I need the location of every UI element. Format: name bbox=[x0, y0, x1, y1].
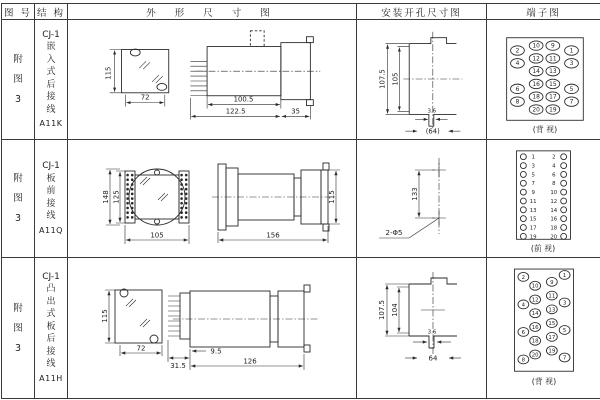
terminal-pin: 5 bbox=[569, 86, 574, 93]
structure-model-code: A11Q bbox=[39, 225, 63, 235]
structure-line: CJ-1 bbox=[42, 161, 60, 171]
structure-line: 式 bbox=[46, 67, 56, 77]
row2-structure-cell bbox=[35, 140, 68, 258]
header-fig-no bbox=[2, 4, 35, 20]
row3-terminal-cell bbox=[487, 258, 600, 398]
terminal-pin: 18 bbox=[532, 94, 540, 101]
fig-label: 3 bbox=[14, 94, 22, 105]
terminal-pin: 3 bbox=[531, 163, 535, 170]
terminal-pin: 20 bbox=[531, 352, 539, 359]
row1-outline-drawing bbox=[68, 20, 357, 140]
header-mounting bbox=[357, 4, 487, 20]
dim-side-length: 156 bbox=[266, 231, 280, 240]
row3-front-view bbox=[101, 289, 162, 356]
terminal-pin: 6 bbox=[521, 329, 526, 336]
terminal-pin: 14 bbox=[550, 207, 558, 214]
terminal-pin: 2 bbox=[521, 274, 526, 281]
row2-mounting-cell bbox=[357, 140, 487, 258]
terminal-pin: 7 bbox=[562, 355, 567, 362]
row2-outline-cell bbox=[68, 140, 357, 258]
row2-mounting-drawing bbox=[357, 140, 487, 258]
terminal-pin: 14 bbox=[532, 69, 540, 76]
terminal-pin: 18 bbox=[531, 338, 539, 345]
row3-structure-cell bbox=[35, 258, 68, 398]
row2-terminal-cell bbox=[487, 140, 600, 258]
structure-line: 接 bbox=[46, 92, 56, 102]
dim-hole-label: 2-Φ5 bbox=[385, 229, 403, 237]
terminal-pin: 4 bbox=[515, 61, 520, 68]
terminal-caption: (前 视) bbox=[530, 244, 556, 254]
terminal-pin: 11 bbox=[548, 293, 556, 300]
terminal-pin: 9 bbox=[550, 279, 554, 286]
structure-line: 出 bbox=[46, 296, 56, 307]
row1-front-view bbox=[105, 49, 169, 107]
terminal-pin: 9 bbox=[550, 43, 555, 50]
structure-line: 接 bbox=[46, 346, 56, 357]
row2-fig-cell bbox=[2, 140, 35, 258]
structure-line: 线 bbox=[46, 359, 56, 370]
structure-line: 板 bbox=[46, 173, 56, 184]
terminal-pin: 11 bbox=[549, 56, 557, 63]
terminal-pin: 18 bbox=[550, 225, 558, 232]
terminal-pin: 19 bbox=[549, 107, 557, 114]
row1-outline-cell bbox=[68, 20, 357, 140]
row3-side-view bbox=[168, 285, 318, 370]
structure-line: 后 bbox=[46, 334, 56, 345]
terminal-pin: 17 bbox=[529, 225, 537, 232]
terminal-pin: 5 bbox=[531, 172, 535, 179]
structure-line: CJ-1 bbox=[42, 271, 60, 282]
terminal-pin: 12 bbox=[550, 198, 558, 205]
row3-terminal-diagram bbox=[487, 258, 600, 398]
dim-front-width: 72 bbox=[136, 344, 146, 353]
terminal-pin: 14 bbox=[531, 311, 539, 318]
header-outline-label: 外 形 尺 寸 图 bbox=[146, 7, 278, 19]
structure-line: 后 bbox=[46, 79, 56, 90]
structure-model-code: A11H bbox=[39, 373, 63, 383]
terminal-pin: 16 bbox=[531, 324, 539, 331]
terminal-pin: 17 bbox=[548, 334, 556, 341]
row2-side-view bbox=[212, 163, 340, 243]
dim-offset: 9.5 bbox=[210, 347, 222, 356]
terminal-pin: 7 bbox=[569, 99, 574, 106]
terminal-pin: 2 bbox=[515, 48, 520, 55]
terminal-pin: 10 bbox=[531, 283, 539, 290]
header-outline bbox=[68, 4, 357, 20]
dim-flange: 35 bbox=[291, 107, 300, 116]
terminal-pins-back-view bbox=[511, 41, 579, 114]
structure-line: 板 bbox=[46, 321, 56, 332]
row2-outline-drawing bbox=[68, 140, 357, 258]
terminal-pin: 16 bbox=[550, 216, 558, 223]
fig-label: 图 bbox=[13, 322, 23, 334]
terminal-pins-front-view bbox=[520, 154, 566, 241]
terminal-pin: 8 bbox=[552, 181, 556, 188]
terminal-pin: 8 bbox=[521, 357, 526, 364]
terminal-pin: 20 bbox=[532, 107, 540, 114]
dim-front-height: 115 bbox=[101, 309, 109, 323]
terminal-pin: 19 bbox=[529, 234, 537, 241]
row1-mounting-cell bbox=[357, 20, 487, 140]
fig-label: 3 bbox=[14, 213, 22, 224]
structure-line: 凸 bbox=[46, 284, 56, 295]
row1-terminal-diagram bbox=[487, 20, 600, 140]
dim-body-length: 126 bbox=[243, 357, 257, 366]
terminal-pin: 2 bbox=[552, 154, 556, 161]
row3-outline-cell bbox=[68, 258, 357, 398]
header-terminal-label: 端子图 bbox=[526, 7, 561, 19]
terminal-pin: 4 bbox=[521, 302, 526, 309]
terminal-pin: 15 bbox=[529, 216, 537, 223]
dim-front-inner-height: 125 bbox=[112, 190, 121, 204]
row3-mounting-cell bbox=[357, 258, 487, 398]
terminal-pin: 1 bbox=[531, 154, 535, 161]
dim-front-width: 72 bbox=[140, 93, 150, 102]
row1-mounting-drawing bbox=[357, 20, 487, 140]
terminal-pin: 3 bbox=[562, 300, 567, 307]
structure-line: CJ-1 bbox=[42, 29, 60, 40]
fig-label: 附 bbox=[13, 54, 23, 65]
terminal-pin: 11 bbox=[529, 198, 537, 205]
terminal-pin: 1 bbox=[562, 272, 567, 279]
terminal-pin: 17 bbox=[549, 94, 557, 101]
terminal-pin: 5 bbox=[562, 327, 567, 334]
terminal-pin: 15 bbox=[549, 81, 557, 88]
dim-front-width: 105 bbox=[150, 231, 164, 240]
dim-hole-spacing: 133 bbox=[411, 187, 419, 201]
row3-outline-drawing bbox=[68, 258, 357, 398]
header-mounting-label: 安装开孔尺寸图 bbox=[381, 7, 462, 19]
dim-front-height: 115 bbox=[104, 66, 113, 80]
row3-mounting-drawing bbox=[357, 258, 487, 398]
row1-side-view bbox=[190, 31, 320, 120]
terminal-pin: 12 bbox=[532, 56, 540, 63]
dim-mounting-slot: 3.6 bbox=[427, 108, 437, 115]
terminal-pin: 6 bbox=[515, 86, 520, 93]
structure-line: 接 bbox=[46, 198, 56, 209]
row2-front-view bbox=[102, 169, 189, 244]
terminal-pin: 13 bbox=[548, 307, 556, 314]
fig-label: 图 bbox=[13, 193, 23, 204]
terminal-pin: 3 bbox=[569, 61, 574, 68]
dim-pins-length: 31.5 bbox=[170, 362, 186, 370]
structure-line: 前 bbox=[46, 186, 56, 196]
dim-mounting-outer: 107.5 bbox=[378, 69, 387, 89]
dim-mounting-inner: 105 bbox=[391, 72, 400, 86]
structure-model-code: A11K bbox=[39, 119, 63, 128]
fig-label: 3 bbox=[14, 342, 22, 354]
terminal-pin: 12 bbox=[531, 297, 539, 304]
dim-side-height: 115 bbox=[328, 190, 336, 204]
fig-label: 附 bbox=[13, 302, 23, 314]
structure-line: 线 bbox=[46, 211, 56, 221]
header-structure-label: 结 构 bbox=[36, 7, 66, 19]
structure-line: 入 bbox=[46, 54, 56, 65]
row3-fig-cell bbox=[2, 258, 35, 398]
row2-terminal-diagram bbox=[487, 140, 600, 258]
terminal-pin: 16 bbox=[532, 81, 540, 88]
structure-line: 式 bbox=[46, 309, 56, 320]
terminal-pins-back-view bbox=[518, 271, 570, 364]
terminal-pin: 6 bbox=[552, 172, 556, 179]
header-fig-no-label: 图 号 bbox=[3, 7, 33, 19]
row1-structure-cell bbox=[35, 20, 68, 140]
fig-label: 附 bbox=[13, 173, 23, 184]
structure-line: 嵌 bbox=[46, 42, 56, 52]
dim-mounting-width: 64 bbox=[428, 354, 438, 363]
terminal-pin: 1 bbox=[569, 48, 574, 55]
header-terminal bbox=[487, 4, 600, 20]
terminal-pin: 10 bbox=[532, 43, 540, 50]
terminal-pin: 13 bbox=[529, 207, 537, 214]
dim-mounting-width: (64) bbox=[425, 127, 440, 136]
fig-label: 图 bbox=[13, 74, 23, 85]
terminal-pin: 7 bbox=[531, 181, 535, 188]
spec-table bbox=[1, 3, 600, 399]
terminal-caption: (背 视) bbox=[531, 377, 557, 387]
terminal-pin: 8 bbox=[515, 99, 520, 106]
terminal-pin: 10 bbox=[550, 190, 558, 197]
terminal-pin: 20 bbox=[550, 234, 558, 241]
row1-fig-cell bbox=[2, 20, 35, 140]
terminal-pin: 13 bbox=[549, 69, 557, 76]
terminal-pin: 9 bbox=[531, 190, 535, 197]
terminal-pin: 15 bbox=[548, 321, 556, 328]
terminal-pin: 19 bbox=[548, 348, 556, 355]
dim-total-length: 122.5 bbox=[225, 107, 246, 116]
dim-mounting-slot: 3.6 bbox=[427, 329, 437, 336]
dim-mounting-outer: 107.5 bbox=[378, 299, 386, 321]
dim-front-outer-height: 148 bbox=[102, 190, 110, 204]
structure-line: 线 bbox=[46, 104, 56, 115]
header-structure bbox=[35, 4, 68, 20]
dim-body-length: 100.5 bbox=[233, 95, 254, 104]
dim-mounting-inner: 104 bbox=[391, 303, 399, 317]
terminal-caption: (背 视) bbox=[532, 125, 558, 135]
row1-terminal-cell bbox=[487, 20, 600, 140]
terminal-pin: 4 bbox=[552, 163, 556, 170]
